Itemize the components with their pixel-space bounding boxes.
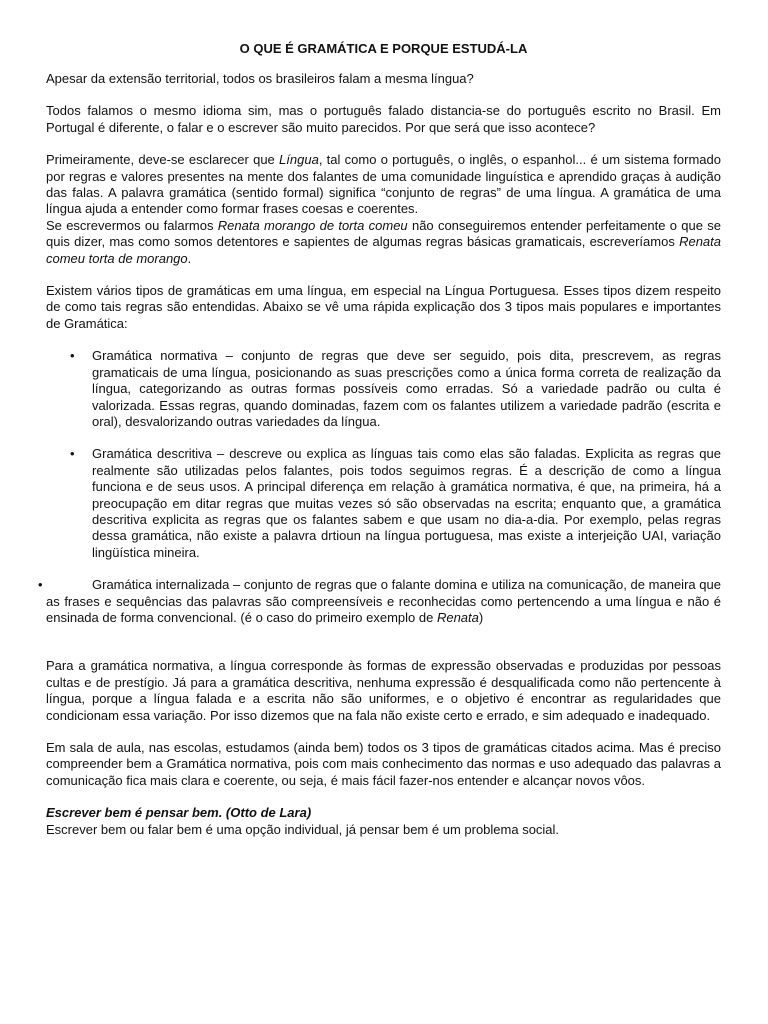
paragraph-question: Apesar da extensão territorial, todos os brasileiros falam a mesma língua? (46, 71, 474, 86)
document-title: O QUE É GRAMÁTICA E PORQUE ESTUDÁ-LA (239, 41, 528, 56)
list-item-normativa: • Gramática normativa – conjunto de regras que deve ser seguido, pois dita, prescrevem, as regras gramaticais de uma língua, posicionando as suas prescrições como a única forma correta de realização da língua, categorizando as outras formas possíveis como erradas. Só a variedade padrão ou culta é valorizada. Essas regras, quando dominadas, fazem com os falantes utilizem a variedade padrão (escrita e oral), desvalorizando outras variedades da língua. (70, 348, 721, 429)
italic-example-wrong: Renata morango de torta comeu (217, 217, 408, 233)
document-page (38, 41, 722, 838)
paragraph-portugal: Todos falamos o mesmo idioma sim, mas o português falado distancia-se do português escrito no Brasil. Em Portugal é diferente, o falar e o escrever são muito parecidos. Por que será que isso acontece? (46, 103, 721, 135)
paragraph-renata-example: Se escrevermos ou falarmos Renata morango de torta comeu não conseguiremos entender perfeitamente o que se quis dizer, mas como somos detentores e sapientes de algumas regras básicas gramaticais, escreveríamos Renata comeu torta de morango. (46, 217, 722, 266)
grammar-types-list (46, 348, 721, 561)
bullet-icon: • (70, 446, 75, 462)
closing-line: Escrever bem ou falar bem é uma opção individual, já pensar bem é um problema social. (46, 821, 560, 837)
bullet-icon: • (38, 577, 43, 593)
paragraph-lingua: Primeiramente, deve-se esclarecer que Língua, tal como o português, o inglês, o espanhol... é um sistema formado por regras e valores presentes na mente dos falantes de uma comunidade linguística e aprendido graças à audição das falas. A palavra gramática (sentido formal) significa “conjunto de regras” de uma língua. A gramática de uma língua ajuda a entender como formar frases coesas e coerentes. (46, 152, 721, 217)
paragraph-normativa-vs-descritiva: Para a gramática normativa, a língua corresponde às formas de expressão observadas e produzidas por pessoas cultas e de prestígio. Já para a gramática descritiva, nenhuma expressão é desqualificada como não pertencente à língua, porque a língua falada e a escrita não são uniformes, e o objetivo é encontrar as regularidades que condicionam essa variação. Por isso dizemos que na fala não existe certo e errado, e sim adequado e inadequado. (46, 658, 721, 723)
bullet-icon: • (70, 348, 75, 364)
quote-otto-de-lara: Escrever bem é pensar bem. (Otto de Lara) (46, 805, 312, 821)
italic-renata: Renata (436, 609, 479, 625)
italic-lingua: Língua (279, 152, 319, 168)
blank-line (46, 642, 721, 658)
italic-example-right: Renata comeu torta de morango (46, 234, 721, 266)
list-item-descritiva: • Gramática descritiva – descreve ou explica as línguas tais como elas são faladas. Explicita as regras que realmente são utilizadas pelos falantes, pois todos seguimos regras. É a descrição de como a língua funciona e de seus usos. A principal diferença em relação à gramática normativa, é que, na primeira, há a preocupação em ditar regras que muitas vezes só são observadas na escrita; enquanto que, a gramática descritiva explicita as regras que os falantes sabem e que usam no dia-a-dia. Por exemplo, pelas regras dessa gramática, não existe a palavra drtioun na língua portuguesa, mas existe a interjeição UAI, variação lingüística mineira. (70, 446, 721, 560)
paragraph-grammar-types: Existem vários tipos de gramáticas em uma língua, em especial na Língua Portuguesa. Esses tipos dizem respeito de como tais regras são entendidas. Abaixo se vê uma rápida explicação dos 3 tipos mais populares e importantes de Gramática: (46, 283, 721, 331)
paragraph-sala-de-aula: Em sala de aula, nas escolas, estudamos (ainda bem) todos os 3 tipos de gramáticas citados acima. Mas é preciso compreender bem a Gramática normativa, pois com mais conhecimento das normas e uso adequado das palavras a comunicação fica mais clara e coerente, ou seja, é mais fácil fazer-nos entender e alcançar novos vôos. (46, 740, 721, 788)
list-item-internalizada: • Gramática internalizada – conjunto de regras que o falante domina e utiliza na comunicação, de maneira que as frases e sequências das palavras são compreensíveis e reconhecidas como pertencendo a uma língua e não é ensinada de forma convencional. (é o caso do primeiro exemplo de Renata) (38, 577, 721, 625)
